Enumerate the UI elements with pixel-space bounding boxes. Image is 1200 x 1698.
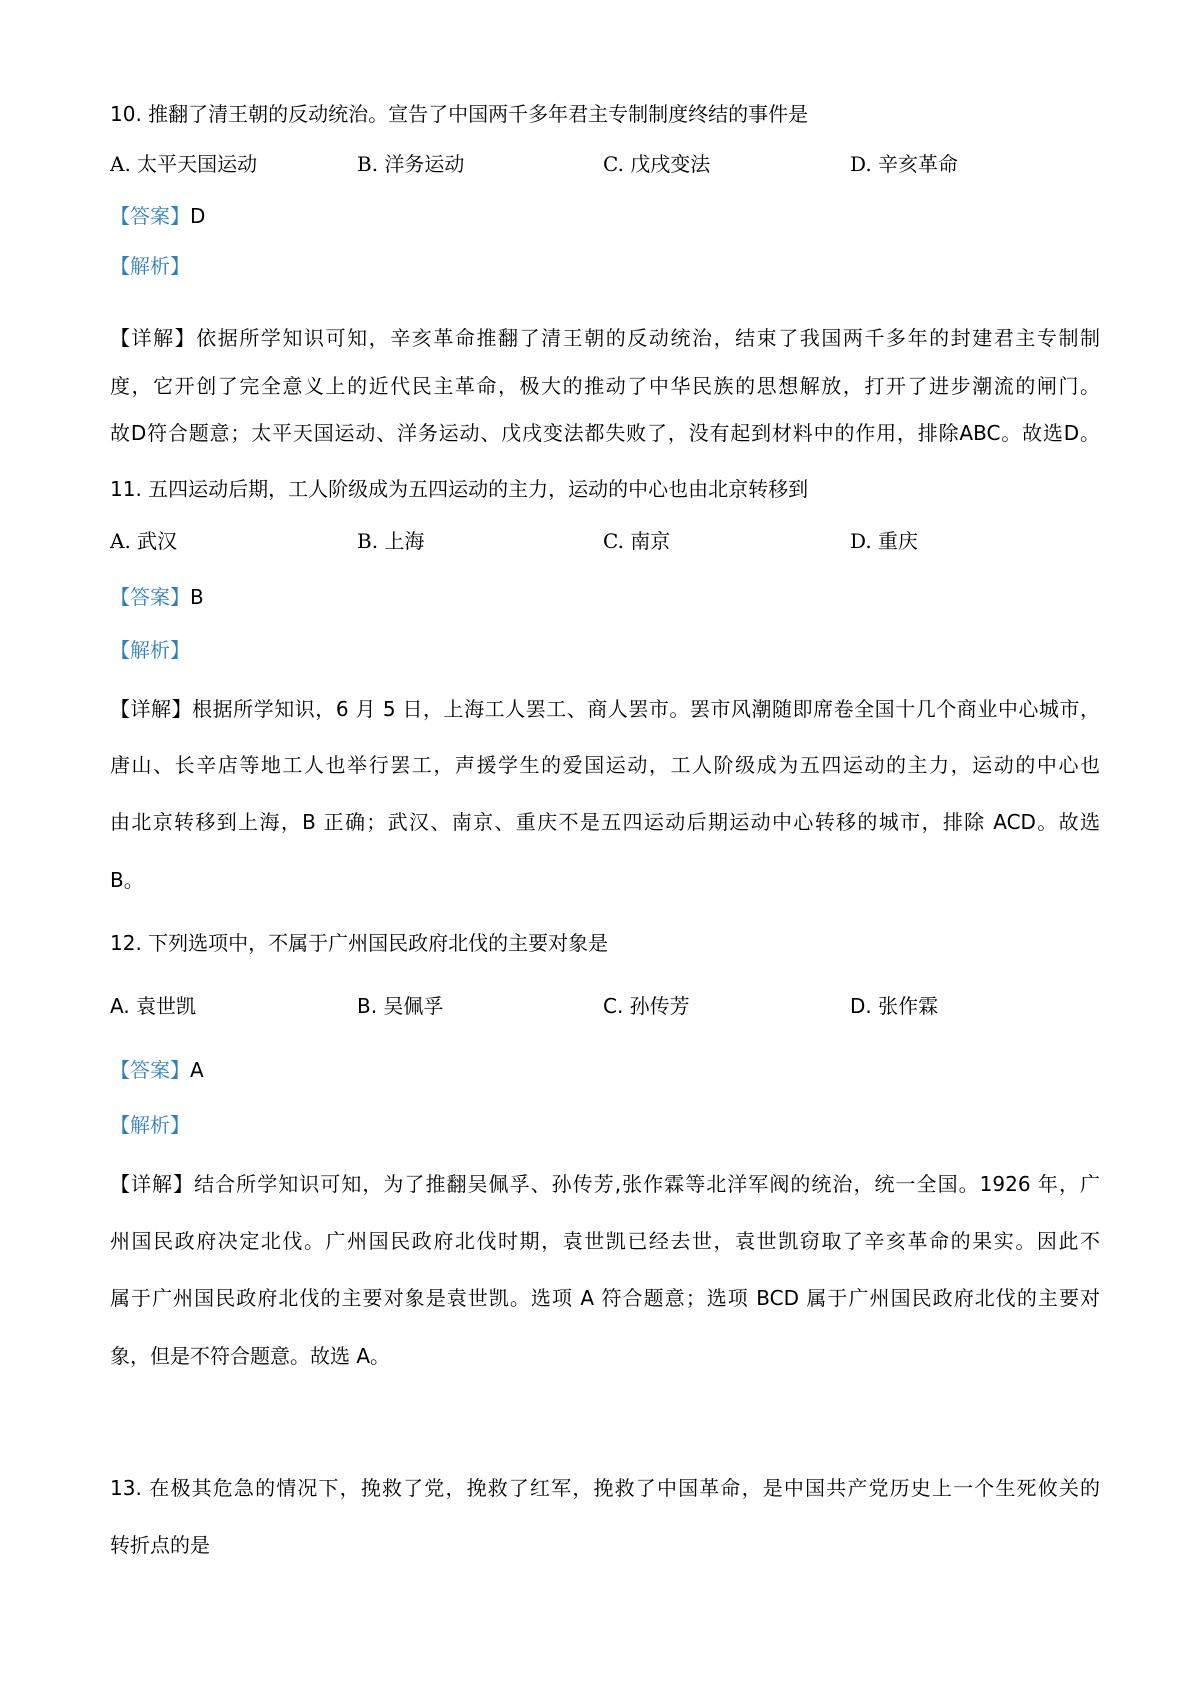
- question-11-detail-line-3: 由北京转移到上海，B 正确；武汉、南京、重庆不是五四运动后期运动中心转移的城市，排除 ACD。故选: [110, 810, 1100, 834]
- answer-value: D: [190, 204, 206, 228]
- question-12-option-b: B. 吴佩孚: [357, 994, 444, 1018]
- question-11-detail-line-4: B。: [110, 868, 144, 892]
- detail-tag: 【详解】: [110, 326, 197, 350]
- question-10-answer: [110, 202, 205, 230]
- answer-tag: 【答案】: [110, 204, 190, 228]
- answer-tag: 【答案】: [110, 1058, 190, 1082]
- question-12-stem: 12. 下列选项中，不属于广州国民政府北伐的主要对象是: [110, 931, 609, 955]
- question-11-detail-line-2: 唐山、长辛店等地工人也举行罢工，声援学生的爱国运动，工人阶级成为五四运动的主力，运动的中心也: [110, 753, 1100, 777]
- analysis-tag: 【解析】: [110, 1113, 190, 1137]
- answer-value: B: [190, 585, 204, 609]
- question-10-option-b: B. 洋务运动: [357, 152, 465, 176]
- question-11-option-b: B. 上海: [357, 529, 425, 553]
- question-10-detail-line-1: 【详解】依据所学知识可知，辛亥革命推翻了清王朝的反动统治，结束了我国两千多年的封建君主专制制: [110, 326, 1101, 350]
- question-11-answer: [110, 583, 204, 611]
- question-12-detail-line-1: 【详解】结合所学知识可知，为了推翻吴佩孚、孙传芳,张作霖等北洋军阀的统治，统一全国。1926 年，广: [110, 1172, 1100, 1196]
- question-10-detail-line-2: 度，它开创了完全意义上的近代民主革命，极大的推动了中华民族的思想解放，打开了进步潮流的闸门。: [110, 374, 1100, 398]
- analysis-tag: 【解析】: [110, 638, 190, 662]
- question-13-stem-line-2: 转折点的是: [110, 1533, 210, 1557]
- question-10-stem: 10. 推翻了清王朝的反动统治。宣告了中国两千多年君主专制制度终结的事件是: [110, 102, 809, 126]
- question-13-stem-line-1: 13. 在极其危急的情况下，挽救了党，挽救了红军，挽救了中国革命，是中国共产党历史上一个生死攸关的: [110, 1476, 1100, 1500]
- question-10-option-c: C. 戊戌变法: [603, 152, 711, 176]
- question-11-option-a: A. 武汉: [110, 529, 178, 553]
- question-11-analysis: [110, 636, 190, 664]
- question-10-option-d: D. 辛亥革命: [850, 152, 959, 176]
- question-10-detail-line-3: 故D符合题意；太平天国运动、洋务运动、戊戌变法都失败了，没有起到材料中的作用，排除ABC。故选D。: [110, 421, 1100, 445]
- answer-tag: 【答案】: [110, 585, 190, 609]
- question-11-option-c: C. 南京: [603, 529, 671, 553]
- question-12-detail-line-4: 象，但是不符合题意。故选 A。: [110, 1344, 391, 1368]
- question-11-option-d: D. 重庆: [850, 529, 919, 553]
- question-12-detail-line-3: 属于广州国民政府北伐的主要对象是袁世凯。选项 A 符合题意；选项 BCD 属于广州国民政府北伐的主要对: [110, 1286, 1100, 1310]
- question-10-option-a: A. 太平天国运动: [110, 152, 258, 176]
- question-11-stem: 11. 五四运动后期，工人阶级成为五四运动的主力，运动的中心也由北京转移到: [110, 477, 809, 501]
- question-12-option-a: A. 袁世凯: [110, 994, 197, 1018]
- question-12-answer: [110, 1056, 204, 1084]
- detail-tag: 【详解】: [110, 697, 193, 721]
- question-12-detail-line-2: 州国民政府决定北伐。广州国民政府北伐时期，袁世凯已经去世，袁世凯窃取了辛亥革命的果实。因此不: [110, 1229, 1100, 1253]
- answer-value: A: [190, 1058, 204, 1082]
- question-12-option-d: D. 张作霖: [850, 994, 939, 1018]
- question-12-option-c: C. 孙传芳: [603, 994, 690, 1018]
- question-11-detail-line-1: 【详解】根据所学知识，6 月 5 日，上海工人罢工、商人罢市。罢市风潮随即席卷全国十几个商业中心城市，: [110, 697, 1100, 721]
- question-10-analysis: [110, 252, 190, 280]
- question-12-analysis: [110, 1111, 190, 1139]
- analysis-tag: 【解析】: [110, 254, 190, 278]
- detail-tag: 【详解】: [110, 1172, 195, 1196]
